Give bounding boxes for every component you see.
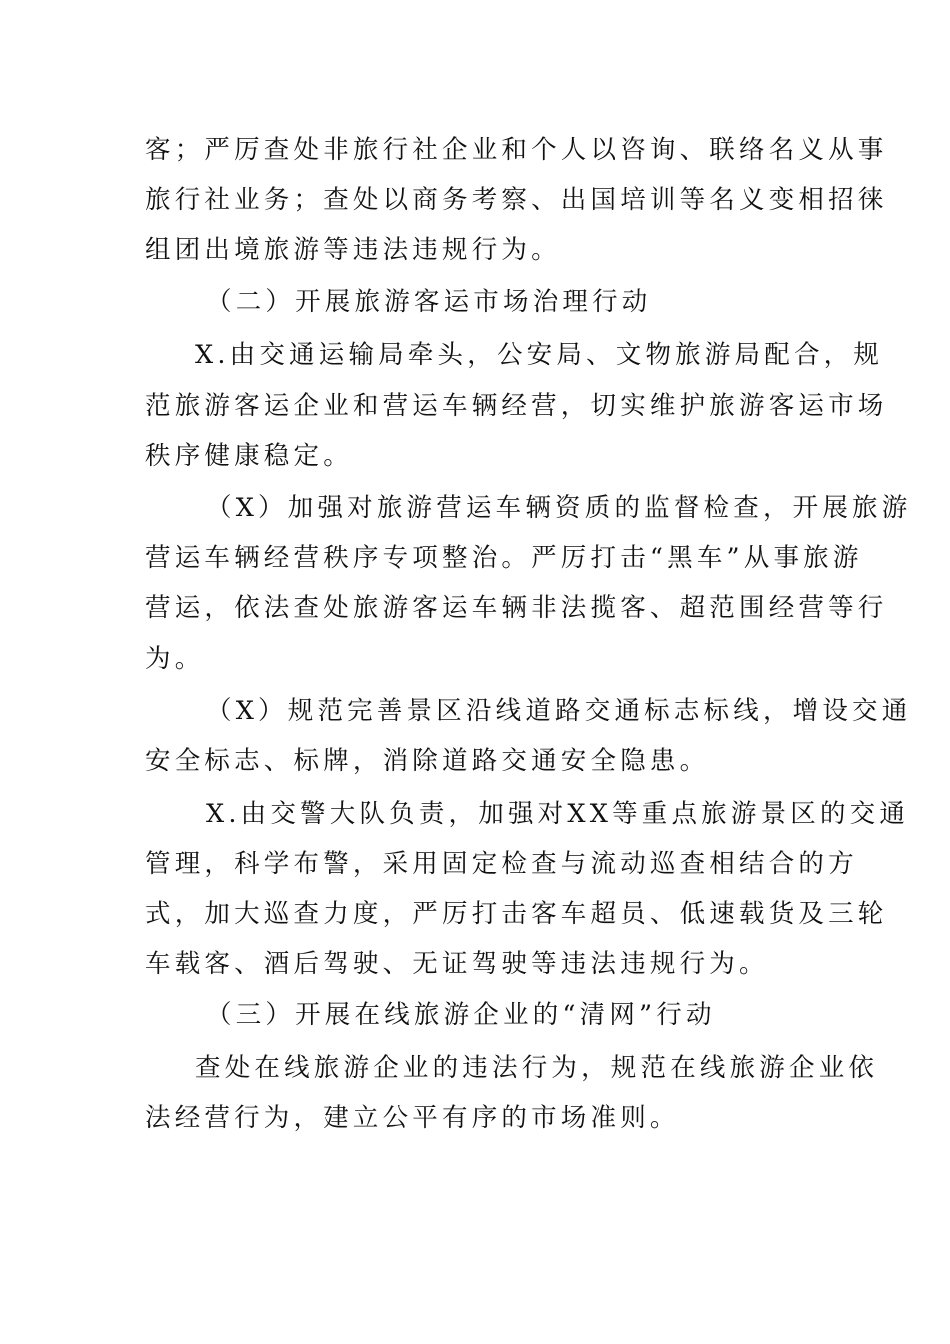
- text-line: 查处在线旅游企业的违法行为，规范在线旅游企业依: [195, 1053, 879, 1083]
- text-line: 车载客、酒后驾驶、无证驾驶等违法违规行为。: [145, 949, 769, 979]
- text-line: 组团出境旅游等违法违规行为。: [145, 235, 561, 265]
- section-heading: （二）开展旅游客运市场治理行动: [206, 287, 652, 317]
- text-line: 为。: [145, 644, 205, 674]
- text-line: 秩序健康稳定。: [145, 441, 353, 471]
- text-line: （X）规范完善景区沿线道路交通标志标线，增设交通: [206, 696, 912, 726]
- text-line: X.由交通运输局牵头，公安局、文物旅游局配合，规: [195, 340, 884, 370]
- text-line: 安全标志、标牌，消除道路交通安全隐患。: [145, 746, 710, 776]
- section-heading: （三）开展在线旅游企业的“清网”行动: [206, 1000, 716, 1030]
- text-line: 旅行社业务；查处以商务考察、出国培训等名义变相招徕: [145, 185, 888, 215]
- text-line: （X）加强对旅游营运车辆资质的监督检查，开展旅游: [206, 493, 912, 523]
- text-line: X.由交警大队负责，加强对XX等重点旅游景区的交通: [206, 799, 910, 829]
- text-line: 范旅游客运企业和营运车辆经营，切实维护旅游客运市场: [145, 391, 888, 421]
- text-line: 营运车辆经营秩序专项整治。严厉打击“黑车”从事旅游: [145, 543, 863, 573]
- text-line: 式，加大巡查力度，严厉打击客车超员、低速载货及三轮: [145, 899, 888, 929]
- text-line: 法经营行为，建立公平有序的市场准则。: [145, 1103, 680, 1133]
- text-line: 管理，科学布警，采用固定检查与流动巡查相结合的方: [145, 849, 858, 879]
- text-line: 客；严厉查处非旅行社企业和个人以咨询、联络名义从事: [145, 135, 888, 165]
- text-line: 营运，依法查处旅游客运车辆非法揽客、超范围经营等行: [145, 593, 888, 623]
